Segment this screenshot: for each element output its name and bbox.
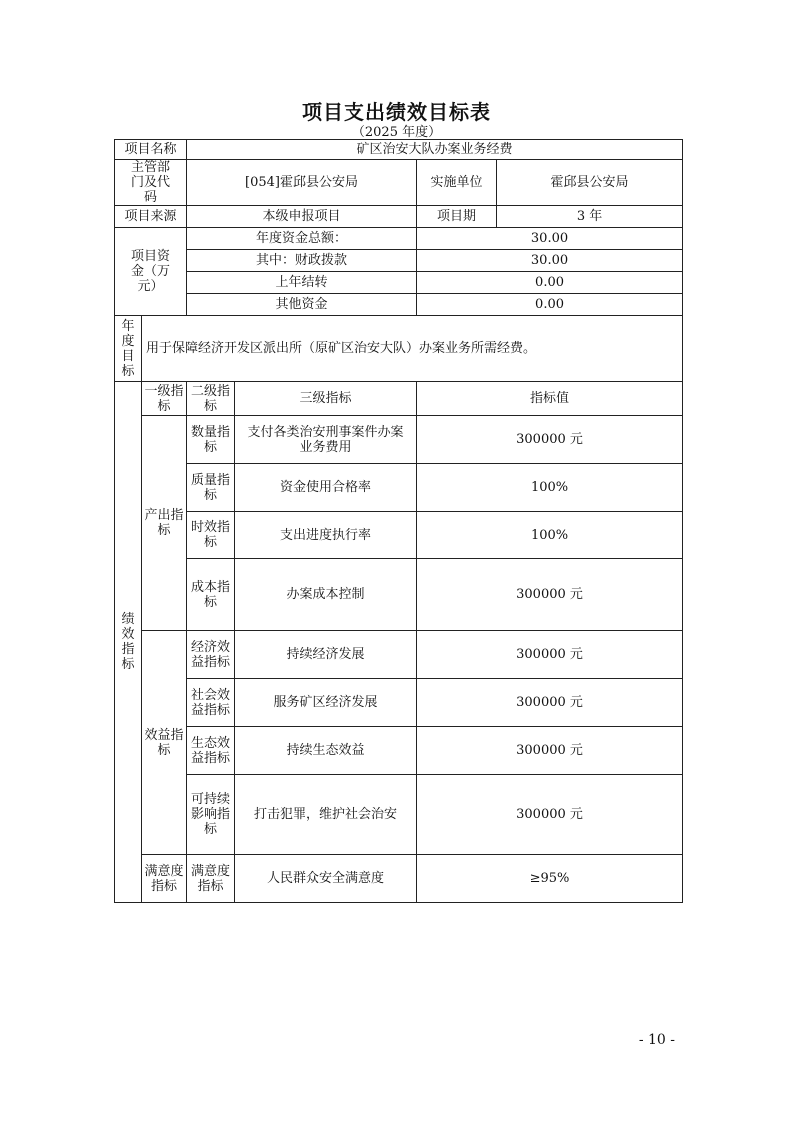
- table-row: [115, 775, 683, 855]
- level3-cell: 打击犯罪，维护社会治安: [235, 775, 417, 855]
- level2-cell: 社会效益指标: [187, 679, 235, 727]
- funds-finance-label: 其中：财政拨款: [187, 250, 417, 272]
- indicator-value: 300000 元: [417, 775, 683, 855]
- level3-cell: 服务矿区经济发展: [235, 679, 417, 727]
- level2-cell: 可持续影响指标: [187, 775, 235, 855]
- indicator-value: 100%: [417, 512, 683, 559]
- project-name-value: 矿区治安大队办案业务经费: [187, 140, 683, 160]
- level3-cell: 办案成本控制: [235, 559, 417, 631]
- table-row: [115, 512, 683, 559]
- page-title: 项目支出绩效目标表: [302, 100, 491, 124]
- indicators-section-label: 绩效指标: [115, 382, 142, 903]
- table-row: [115, 727, 683, 775]
- funds-label: 项目资金（万元）: [115, 228, 187, 316]
- funds-other-value: 0.00: [417, 294, 683, 316]
- table-row: [115, 416, 683, 464]
- level3-cell: 支出进度执行率: [235, 512, 417, 559]
- indicator-value: 100%: [417, 464, 683, 512]
- benefit-indicator-label: 效益指标: [142, 631, 187, 855]
- header-value: 指标值: [417, 382, 683, 416]
- period-label: 项目期: [417, 206, 497, 228]
- page-number: - 10 -: [638, 1032, 675, 1048]
- performance-table: [114, 139, 683, 903]
- output-indicator-label: 产出指标: [142, 416, 187, 631]
- period-value: 3 年: [497, 206, 683, 228]
- funds-finance-value: 30.00: [417, 250, 683, 272]
- indicator-value: ≥95%: [417, 855, 683, 903]
- dept-value: [054]霍邱县公安局: [187, 160, 417, 206]
- funds-other-label: 其他资金: [187, 294, 417, 316]
- funds-total-label: 年度资金总额：: [187, 228, 417, 250]
- indicator-value: 300000 元: [417, 631, 683, 679]
- table-row: [115, 464, 683, 512]
- indicator-value: 300000 元: [417, 679, 683, 727]
- table-row: [115, 631, 683, 679]
- header-level3: 三级指标: [235, 382, 417, 416]
- level3-cell: 持续生态效益: [235, 727, 417, 775]
- dept-label: 主管部门及代码: [115, 160, 187, 206]
- level2-cell: 满意度指标: [187, 855, 235, 903]
- indicator-value: 300000 元: [417, 416, 683, 464]
- level3-cell: 支付各类治安刑事案件办案业务费用: [235, 416, 417, 464]
- funds-carry-label: 上年结转: [187, 272, 417, 294]
- header-level1: 一级指标: [142, 382, 187, 416]
- satisfaction-indicator-label: 满意度指标: [142, 855, 187, 903]
- table-row: [115, 559, 683, 631]
- impl-unit-label: 实施单位: [417, 160, 497, 206]
- indicator-value: 300000 元: [417, 727, 683, 775]
- header-level2: 二级指标: [187, 382, 235, 416]
- level2-cell: 数量指标: [187, 416, 235, 464]
- level2-cell: 成本指标: [187, 559, 235, 631]
- source-label: 项目来源: [115, 206, 187, 228]
- level2-cell: 经济效益指标: [187, 631, 235, 679]
- goal-label: 年度目标: [115, 316, 142, 382]
- funds-carry-value: 0.00: [417, 272, 683, 294]
- level3-cell: 人民群众安全满意度: [235, 855, 417, 903]
- level3-cell: 资金使用合格率: [235, 464, 417, 512]
- source-value: 本级申报项目: [187, 206, 417, 228]
- impl-unit-value: 霍邱县公安局: [497, 160, 683, 206]
- level2-cell: 质量指标: [187, 464, 235, 512]
- level2-cell: 生态效益指标: [187, 727, 235, 775]
- table-row: [115, 855, 683, 903]
- goal-text: 用于保障经济开发区派出所（原矿区治安大队）办案业务所需经费。: [142, 316, 683, 382]
- level3-cell: 持续经济发展: [235, 631, 417, 679]
- indicator-value: 300000 元: [417, 559, 683, 631]
- funds-total-value: 30.00: [417, 228, 683, 250]
- page-subtitle: （2025 年度）: [351, 125, 442, 140]
- project-name-label: 项目名称: [115, 140, 187, 160]
- table-row: [115, 679, 683, 727]
- level2-cell: 时效指标: [187, 512, 235, 559]
